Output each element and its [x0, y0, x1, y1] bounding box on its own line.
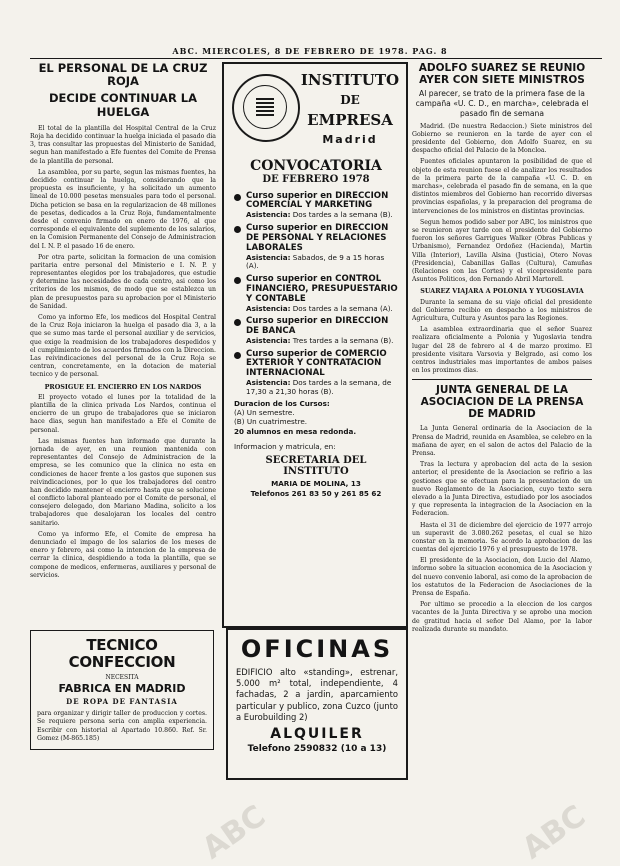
cruz-roja-headline-2: DECIDE CONTINUAR LA HUELGA	[48, 91, 198, 119]
paragraph: Segun hemos podido saber por ABC, los ministros que se reunieron ayer tarde con el presidente del Gobierno fueron los señores Garrigues Walker (Obras Publicas y Urbanismo), Fernandez Ordoñez (Hacienda), Martin Villa (Interior), Lavilla Alsina (Justicia), Otero Novas (Presidencia), Cabanillas Gallas (Cultura), Camuñas (Relaciones con las Cortes) y el vicepresidente para Asuntos Politicos, don Fernando Abril Martorell.	[412, 218, 592, 284]
paragraph: Madrid. (De nuestra Redaccion.) Siete ministros del Gobierno se reunieron en la tarde de ayer con el presidente del Gobierno, don Adolfo Suarez, en su despacho oficial del Palacio de la Moncloa.	[412, 122, 592, 155]
convocatoria-date: DE FEBRERO 1978	[262, 174, 370, 186]
seal-lines-icon	[256, 96, 274, 116]
oficinas-phone: Telefono 2590832 (10 a 13)	[247, 744, 387, 755]
paragraph: Hasta el 31 de diciembre del ejercicio de 1977 arrojo un superavit de 3.080.262 pesetas, el cual se hizo constar en la memoria. Se acordo la aprobacion de las cuentas del ejercicio 1976 y el presupuesto de 1978.	[412, 521, 592, 554]
paragraph: Por ultimo se procedio a la eleccion de los cargos vacantes de la Junta Directiva y se aprobo una mocion de gratitud hacia el señor Del Alamo, por la labor realizada durante su mandato.	[412, 601, 592, 633]
tecnico-title: TECNICO CONFECCION	[68, 636, 176, 672]
address: MARIA DE MOLINA, 13	[271, 478, 361, 488]
bullet-icon	[234, 194, 241, 201]
paragraph: Fuentes oficiales apuntaron la posibilidad de que el objeto de esta reunion fuese el de analizar los resultados de la primera parte de la campaña «U. C. D. en marchas», celebrada el pasado fin de semana, en la que distintos miembros del Gobierno han recorrido diversas provincias españolas, y la preparacion del programa de intervenciones de los ministros en distintas provincias.	[412, 158, 592, 215]
tecnico-body: para organizar y dirigir taller de produccion y cortes. Se requiere persona seria con amplia experiencia. Escribir con historial al Apartado 10.860. Ref. Sr. Gomez (M-865.185)	[37, 710, 207, 742]
paragraph: Como ya informo Efe, el Comite de empresa ha denunciado el impago de los salarios de los meses de enero y febrero, asi como la intencion de la empresa de cerrar la clinica, despidiendo a toda la plantilla, que se compone de medicos, enfermeras, auxiliares y personal de servicios.	[30, 530, 216, 579]
header-rule	[30, 58, 602, 59]
oficinas-body: EDIFICIO alto «standing», estrenar, 5.000 m² total, independiente, 4 fachadas, 2 a jardin, aparcamiento particular y publico, zona Cuzco (junto a Eurobuilding 2)	[236, 666, 398, 722]
bullet-icon	[234, 319, 241, 326]
duration-a: (A) Un semestre.	[234, 408, 295, 418]
prensa-headline: JUNTA GENERAL DE LA ASOCIACION DE LA PRENSA DE MADRID	[420, 384, 584, 421]
cruz-roja-headline-1: EL PERSONAL DE LA CRUZ ROJA	[38, 62, 208, 89]
paragraph: El proyecto votado el lunes por la totalidad de la plantilla de la clinica privada Los Nardos, continua el encierro de un grupo de trabajadores que se iniciaron hace dias, segun han manifestado a Efe el Comite de personal.	[30, 393, 216, 434]
instituto-title-1: INSTITUTO	[300, 71, 400, 89]
paragraph: Tras la lectura y aprobacion del acta de la sesion anterior, el presidente de la Asociacion se refirio a las gestiones que se efectuan para la presentacion de un nuevo Reglamento de la Asociacion, cuyo texto sera elevado a la Junta Directiva, estudiado por los asociados y que representa la integracion de la Asociacion en la Federacion.	[412, 461, 592, 518]
polonia-subhead: SUAREZ VIAJARA A POLONIA Y YUGOSLAVIA	[420, 287, 584, 296]
right-column	[412, 62, 592, 832]
paragraph: La Junta General ordinaria de la Asociacion de la Prensa de Madrid, reunida en Asamblea, se celebro en la mañana de ayer, en el salon de actos del Palacio de la Prensa.	[412, 425, 592, 458]
convocatoria-title: CONVOCATORIA	[250, 158, 382, 174]
course-item	[234, 275, 398, 313]
course-title: Curso superior en DIRECCION DE PERSONAL Y RELACIONES LABORALES	[246, 222, 389, 253]
suarez-headline-2: AYER CON SIETE MINISTROS	[419, 74, 585, 87]
instituto-empresa-ad	[222, 62, 408, 628]
paragraph: Durante la semana de su viaje oficial del presidente del Gobierno recibio en despacho a los ministros de Agricultura, Cultura y Asuntos para las Regiones.	[412, 298, 592, 322]
secretaria-title: SECRETARIA DEL INSTITUTO	[265, 454, 367, 478]
left-column	[30, 62, 216, 622]
course-item	[234, 350, 398, 397]
course-item	[234, 224, 398, 271]
paragraph: La asamblea extraordinaria que el señor Suarez realizara oficialmente a Polonia y Yugoslavia tendra lugar del 28 de febrero al 4 de marzo proximo. El presidente visitara Varsovia y Belgrado, asi como los centros industriales mas importantes de ambos paises en los proximos dias.	[412, 326, 592, 375]
course-title: Curso superior en CONTROL FINANCIERO, PRESUPUESTARIO Y CONTABLE	[246, 273, 398, 304]
phones: Telefonos 261 83 50 y 261 85 62	[250, 489, 382, 499]
course-title: Curso superior en DIRECCION DE BANCA	[246, 316, 389, 337]
course-detail: Dos tardes a la semana (A).	[292, 303, 393, 313]
course-title: Curso superior en DIRECCION COMERCIAL Y MARKETING	[246, 190, 389, 211]
instituto-body	[234, 158, 398, 499]
abc-watermark: ABC	[516, 798, 592, 866]
course-detail: Tres tardes a la semana (B).	[292, 335, 394, 345]
course-label: Asistencia:	[246, 335, 291, 345]
abc-watermark: ABC	[196, 798, 272, 866]
paragraph: El total de la plantilla del Hospital Central de la Cruz Roja ha decidido continuar la huelga iniciada el pasado dia 3, tras consultar las propuestas del Ministerio de Sanidad, segun han manifestado a Efe fuentes del Comite de Prensa de la plantilla de personal.	[30, 124, 216, 165]
course-label: Asistencia:	[246, 210, 291, 220]
tecnico-necesita: NECESITA	[105, 673, 139, 681]
duration-b: (B) Un cuatrimestre.	[234, 416, 308, 426]
paragraph: Como ya informo Efe, los medicos del Hospital Central de la Cruz Roja iniciaron la huelga el pasado dia 3, a la que se sumo mas tarde el personal auxiliar y de servicios, que exige la readmision de los trabajadores despedidos y el cumplimiento de los acuerdos firmados con la Direccion. Las reivindicaciones del personal de la Cruz Roja se centran, concretamente, en la dotacion de material tecnico y de personal.	[30, 314, 216, 379]
paragraph: Por otra parte, solicitan la formacion de una comision paritaria entre personal del Ministerio e I. N. P. y representantes elegidos por los trabajadores, que estudie y determine las necesidades de cada centro, asi como los criterios de los mismos, de modo que se establezca un plan de presupuestos para su aprobacion por el Ministerio de Sanidad.	[30, 253, 216, 310]
course-label: Asistencia:	[246, 303, 291, 313]
paragraph: Las mismas fuentes han informado que durante la jornada de ayer, en una reunion mantenida con representantes del Consejo de Administracion de la empresa, se les comunico que la clinica no esta en condiciones de hacer frente a los gastos que suponen sus reivindicaciones, por lo que los trabajadores del centro han decidido mantener el encierro hasta que se solucione el conflicto laboral planteado por el Comite de personal, el consejero delegado, don Mariano Madina, solicito a los trabajadores que desalojaran los locales del centro sanitario.	[30, 437, 216, 527]
section-rule	[412, 379, 592, 380]
bullet-icon	[234, 352, 241, 359]
seal-inner-ring	[243, 85, 287, 129]
paragraph: El presidente de la Asociacion, don Lucio del Alamo, informo sobre la situacion economica de la Asociacion y del nuevo convenio laboral, asi como de la aprobacion de los estatutos de la Federacion de Asociaciones de la Prensa de España.	[412, 557, 592, 598]
alumnos-note: 20 alumnos en mesa redonda.	[234, 427, 357, 437]
instituto-city: Madrid	[322, 133, 378, 146]
instituto-title-2: DE	[340, 93, 360, 107]
encierro-subhead: PROSIGUE EL ENCIERRO EN LOS NARDOS	[44, 382, 202, 391]
tecnico-sub: DE ROPA DE FANTASIA	[66, 697, 178, 707]
course-detail: Dos tardes a la semana (B).	[292, 210, 393, 220]
tecnico-company: FABRICA EN MADRID	[58, 681, 186, 695]
course-label: Asistencia:	[246, 378, 291, 388]
suarez-deck: Al parecer, se trato de la primera fase de la campaña «U. C. D., en marcha», celebrada el pasado fin de semana	[415, 89, 589, 118]
oficinas-title: OFICINAS	[240, 635, 394, 663]
tecnico-confeccion-ad	[30, 630, 214, 750]
alquiler-title: ALQUILER	[270, 726, 364, 743]
instituto-title-3: EMPRESA	[307, 111, 393, 129]
course-item	[234, 317, 398, 345]
suarez-headline-1: ADOLFO SUAREZ SE REUNIO	[418, 62, 586, 74]
duration-title: Duracion de los Cursos:	[234, 399, 330, 409]
bullet-icon	[234, 226, 241, 233]
course-detail: Sabados, de 9 a 15 horas (A).	[246, 252, 385, 271]
instituto-seal	[232, 74, 300, 142]
info-line: Informacion y matricula, en:	[234, 442, 336, 452]
course-detail: Dos tardes a la semana, de 17,30 a 21,30 horas (B).	[246, 378, 392, 396]
bullet-icon	[234, 277, 241, 284]
course-label: Asistencia:	[246, 252, 291, 262]
course-title: Curso superior de COMERCIO EXTERIOR Y CONTRATACION INTERNACIONAL	[246, 348, 387, 379]
page-header: ABC. MIERCOLES, 8 DE FEBRERO DE 1978. PAG. 8	[172, 46, 448, 56]
paragraph: La asamblea, por su parte, segun las mismas fuentes, ha decidido continuar la huelga, considerando que la propuesta es insuficiente, y ha solicitado un aumento lineal de 10.000 pesetas mensuales para todo el personal. Dicha peticion se basa en la regularizacion de 48 millones de pesetas, dedicados a la Cruz Roja, fundamentalmente desde el convenio firmado en enero de 1976, al que corresponde el equivalente del suplemento de los salarios, en la Comision Permanente del Consejo de Administracion del I. N. P. el pasado 16 de enero.	[30, 168, 216, 250]
oficinas-ad	[226, 628, 408, 780]
course-item	[234, 192, 398, 220]
